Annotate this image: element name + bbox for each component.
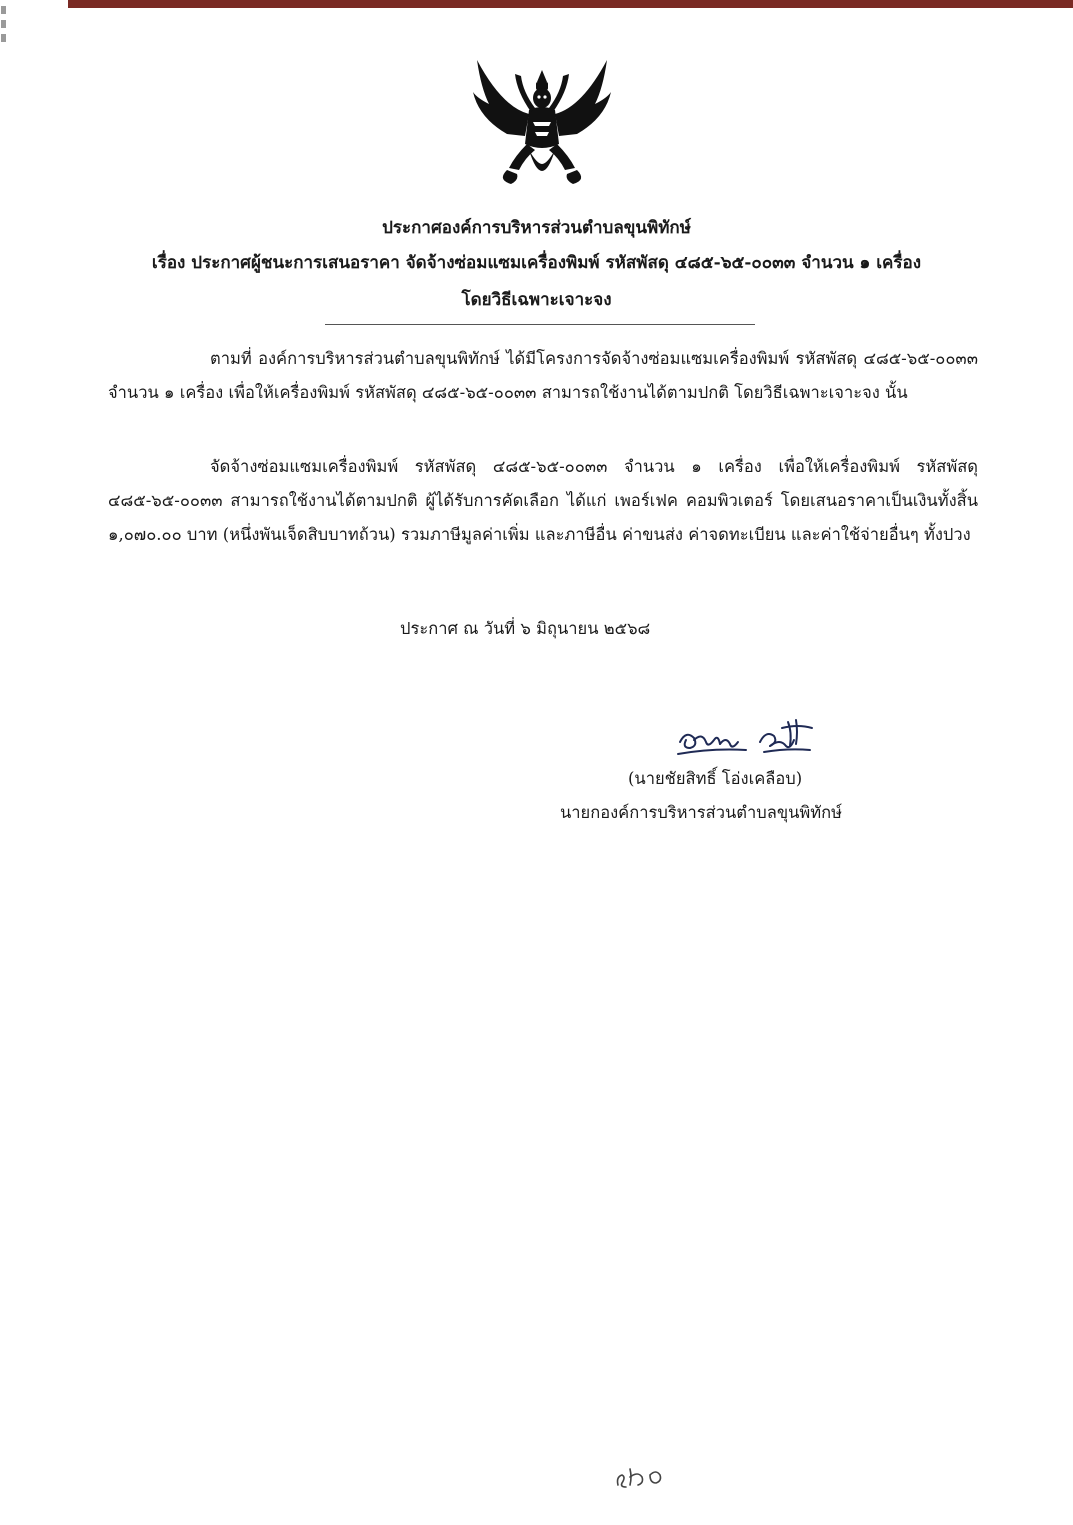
signer-title: นายกองค์การบริหารส่วนตำบลขุนพิทักษ์	[560, 803, 843, 822]
handwritten-signature-icon	[672, 712, 822, 762]
signer-name: (นายชัยสิทธิ์ โอ่งเคลือบ)	[628, 769, 803, 788]
body-paragraph-1: ตามที่ องค์การบริหารส่วนตำบลขุนพิทักษ์ ได้มีโครงการจัดจ้างซ่อมแซมเครื่องพิมพ์ รหัสพัสดุ ๔๘๕-๖๕-๐๐๓๓ จำนวน ๑ เครื่อง เพื่อให้เครื่องพิมพ์ รหัสพัสดุ ๔๘๕-๖๕-๐๐๓๓ สามารถใช้งานได้ตามปกติ โดยวิธีเฉพาะเจาะจง นั้น	[108, 349, 978, 402]
header-divider	[325, 324, 755, 325]
announcement-subject: เรื่อง ประกาศผู้ชนะการเสนอราคา จัดจ้างซ่อมแซมเครื่องพิมพ์ รหัสพัสดุ ๔๘๕-๖๕-๐๐๓๓ จำนวน ๑ เครื่อง	[151, 253, 922, 273]
binding-marks	[0, 0, 8, 60]
announcement-method: โดยวิธีเฉพาะเจาะจง	[461, 290, 612, 310]
page-top-edge	[68, 0, 1073, 8]
body-paragraph-2: จัดจ้างซ่อมแซมเครื่องพิมพ์ รหัสพัสดุ ๔๘๕-๖๕-๐๐๓๓ จำนวน ๑ เครื่อง เพื่อให้เครื่องพิมพ์ รหัสพัสดุ ๔๘๕-๖๕-๐๐๓๓ สามารถใช้งานได้ตามปกติ ผู้ได้รับการคัดเลือก ได้แก่ เพอร์เฟค คอมพิวเตอร์ โดยเสนอราคาเป็นเงินทั้งสิ้น ๑,๐๗๐.๐๐ บาท (หนึ่งพันเจ็ดสิบบาทถ้วน) รวมภาษีมูลค่าเพิ่ม และภาษีอื่น ค่าขนส่ง ค่าจดทะเบียน และค่าใช้จ่ายอื่นๆ ทั้งปวง	[108, 457, 978, 544]
handwritten-page-number-icon	[612, 1455, 672, 1495]
announcement-date: ประกาศ ณ วันที่ ๖ มิถุนายน ๒๕๖๘	[400, 619, 651, 638]
announcement-title: ประกาศองค์การบริหารส่วนตำบลขุนพิทักษ์	[382, 218, 691, 238]
garuda-emblem-icon	[467, 52, 617, 192]
